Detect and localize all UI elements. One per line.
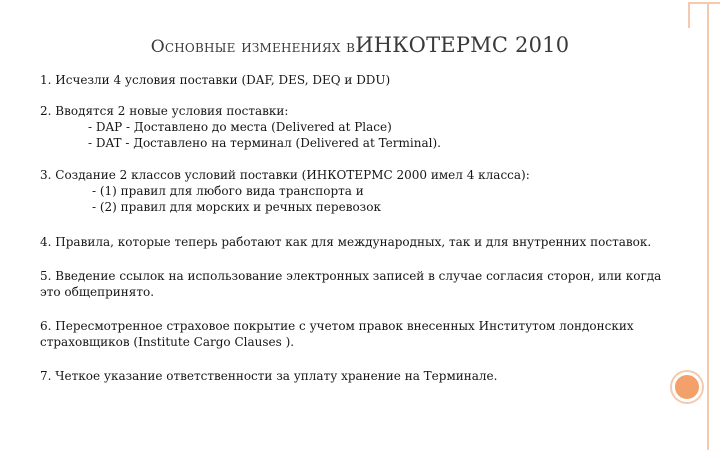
sub-item: - (2) правил для морских и речных перевозок	[92, 200, 381, 214]
frame-corner-line	[688, 2, 690, 28]
slide-title	[0, 33, 720, 57]
list-item-main: 2. Вводятся 2 новые условия поставки:	[40, 104, 289, 118]
list-item-main: 3. Создание 2 классов условий поставки (ИНКОТЕРМС 2000 имел 4 класса):	[40, 168, 530, 182]
frame-top-line	[688, 2, 720, 4]
frame-right-line	[707, 2, 709, 450]
list-item	[40, 103, 665, 151]
list-item: 1. Исчезли 4 условия поставки (DAF, DES, DEQ и DDU)	[40, 73, 391, 87]
sub-item: - DAT - Доставлено на терминал (Delivered at Terminal).	[88, 136, 441, 150]
decorative-circle	[672, 372, 702, 402]
list-item: 5. Введение ссылок на использование электронных записей в случае согласия сторон, или когда это общепринято.	[40, 269, 662, 299]
sub-item: - (1) правил для любого вида транспорта и	[92, 184, 364, 198]
sub-item: - DAP - Доставлено до места (Delivered at Place)	[88, 120, 392, 134]
title-part-2: ИНКОТЕРМС 2010	[355, 33, 570, 57]
list-item: 6. Пересмотренное страховое покрытие с учетом правок внесенных Институтом лондонских страховщиков (Institute Cargo Clauses ).	[40, 319, 634, 349]
title-part-1: Основные изменениях в	[150, 37, 356, 57]
list-item: 7. Четкое указание ответственности за уплату хранение на Терминале.	[40, 369, 498, 383]
list-item: 4. Правила, которые теперь работают как для международных, так и для внутренних поставок.	[40, 235, 652, 249]
list-item	[40, 167, 665, 215]
slide-content	[40, 72, 665, 384]
